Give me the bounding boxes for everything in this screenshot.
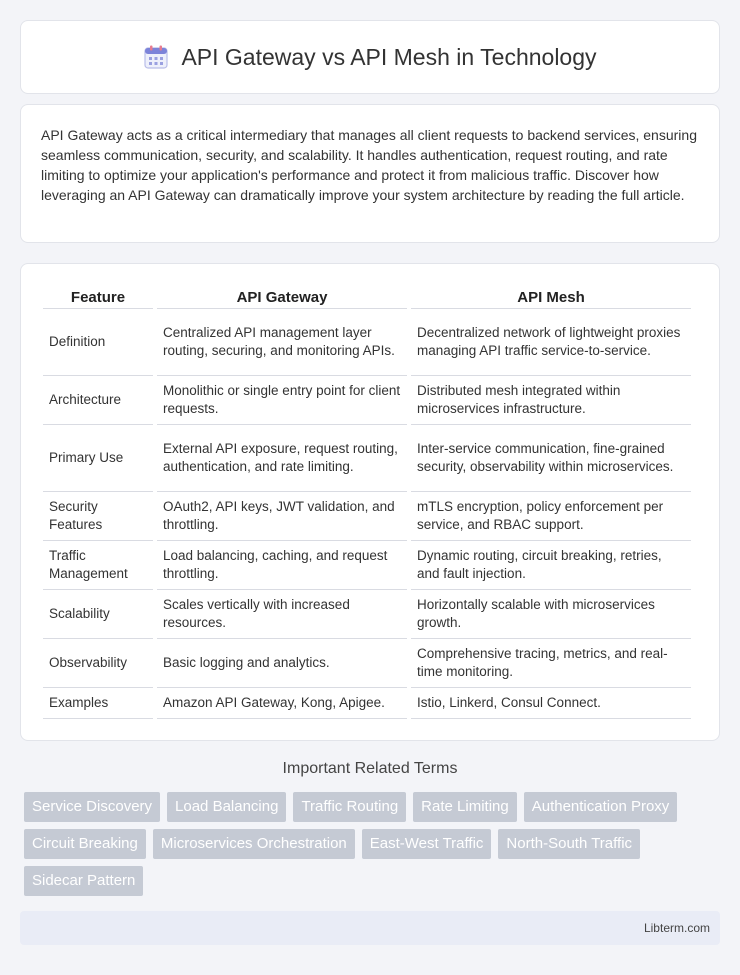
related-term-tag[interactable]: Authentication Proxy xyxy=(524,792,678,822)
feature-cell: Scalability xyxy=(43,590,153,639)
mesh-cell: Comprehensive tracing, metrics, and real-time monitoring. xyxy=(411,639,691,688)
header-card xyxy=(20,20,720,94)
table-row xyxy=(43,590,691,639)
feature-cell: Traffic Management xyxy=(43,541,153,590)
intro-card xyxy=(20,104,720,243)
footer-site-link[interactable]: Libterm.com xyxy=(643,921,710,935)
gateway-cell: Amazon API Gateway, Kong, Apigee. xyxy=(157,688,407,719)
table-row xyxy=(43,639,691,688)
related-terms-title: Important Related Terms xyxy=(282,760,458,777)
gateway-cell: Scales vertically with increased resources. xyxy=(157,590,407,639)
feature-cell: Primary Use xyxy=(43,425,153,492)
related-term-tag[interactable]: Sidecar Pattern xyxy=(24,866,143,896)
mesh-cell: Horizontally scalable with microservices growth. xyxy=(411,590,691,639)
table-row xyxy=(43,425,691,492)
table-row xyxy=(43,309,691,376)
mesh-cell: Dynamic routing, circuit breaking, retries, and fault injection. xyxy=(411,541,691,590)
related-term-tag[interactable]: Service Discovery xyxy=(24,792,160,822)
related-term-tag[interactable]: North-South Traffic xyxy=(498,829,640,859)
feature-cell: Security Features xyxy=(43,492,153,541)
table-row xyxy=(43,688,691,719)
feature-cell: Examples xyxy=(43,688,153,719)
feature-cell: Definition xyxy=(43,309,153,376)
gateway-cell: OAuth2, API keys, JWT validation, and throttling. xyxy=(157,492,407,541)
gateway-cell: Centralized API management layer routing, securing, and monitoring APIs. xyxy=(157,309,407,376)
related-term-tag[interactable]: Microservices Orchestration xyxy=(153,829,355,859)
gateway-cell: Monolithic or single entry point for client requests. xyxy=(157,376,407,425)
gateway-cell: Basic logging and analytics. xyxy=(157,639,407,688)
gateway-cell: Load balancing, caching, and request throttling. xyxy=(157,541,407,590)
related-term-tag[interactable]: East-West Traffic xyxy=(362,829,492,859)
comparison-table-card xyxy=(20,263,720,741)
related-term-tag[interactable]: Rate Limiting xyxy=(413,792,517,822)
comparison-table xyxy=(39,284,695,719)
table-row xyxy=(43,376,691,425)
related-term-tag[interactable]: Circuit Breaking xyxy=(24,829,146,859)
related-terms-list xyxy=(24,792,724,903)
related-term-tag[interactable]: Load Balancing xyxy=(167,792,286,822)
feature-cell: Observability xyxy=(43,639,153,688)
column-header-feature: Feature xyxy=(43,284,153,309)
mesh-cell: mTLS encryption, policy enforcement per service, and RBAC support. xyxy=(411,492,691,541)
table-header-row xyxy=(43,284,691,309)
table-row xyxy=(43,541,691,590)
feature-cell: Architecture xyxy=(43,376,153,425)
related-term-tag[interactable]: Traffic Routing xyxy=(293,792,406,822)
column-header-api-gateway: API Gateway xyxy=(157,284,407,309)
calendar-icon xyxy=(143,44,169,70)
page-title: API Gateway vs API Mesh in Technology xyxy=(181,43,597,70)
intro-text: API Gateway acts as a critical intermediary that manages all client requests to backend services, ensuring seamless communication, security, and scalability. It handles authentication, request routing, and rate limiting to optimize your application's performance and protect it from malicious traffic. Discover how leveraging an API Gateway can dramatically improve your system architecture by reading the full article. xyxy=(41,127,697,203)
footer xyxy=(20,911,720,945)
gateway-cell: External API exposure, request routing, authentication, and rate limiting. xyxy=(157,425,407,492)
table-row xyxy=(43,492,691,541)
column-header-api-mesh: API Mesh xyxy=(411,284,691,309)
mesh-cell: Istio, Linkerd, Consul Connect. xyxy=(411,688,691,719)
mesh-cell: Inter-service communication, fine-grained security, observability within microservices. xyxy=(411,425,691,492)
mesh-cell: Decentralized network of lightweight proxies managing API traffic service-to-service. xyxy=(411,309,691,376)
mesh-cell: Distributed mesh integrated within microservices infrastructure. xyxy=(411,376,691,425)
